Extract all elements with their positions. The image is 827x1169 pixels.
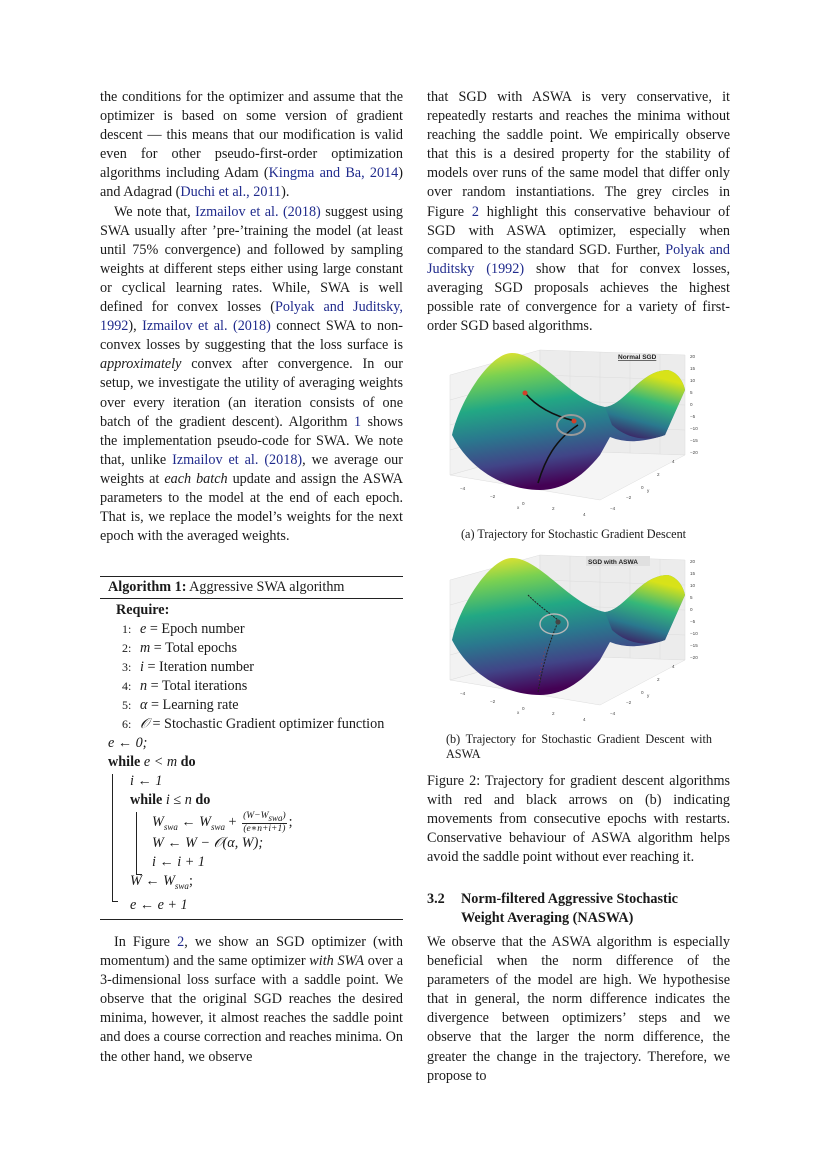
fraction: $\frac{(W-W_{swa})}{(e∗n+i+1)}$ [243,811,286,835]
section-paragraph: We observe that the ASWA algorithm is especially beneficial when the norm difference of the parameters of the model are high. We hypothesise that in general, the norm difference indicates the divergence between optimizers’ steps and we observe that the larger the norm difference, the greater the change in the trajectory. Therefore, we propose to [427,934,730,1084]
figure-2a-plot [440,345,720,520]
section-title-line1: Norm-filtered Aggressive Stochastic [461,891,678,907]
algorithm-inner-block [100,810,403,872]
paragraph-figure-discussion: In Figure 2, we show an SGD optimizer (with momentum) and the same optimizer with SWA over a 3-dimensional loss surface with a saddle point. We observe that the original SGD reaches the desired minima, however, it almost reaches the saddle point and does a course correction and reaches minima. On the other hand, we observe [100,934,403,1065]
svg-text:−20: −20 [690,655,698,660]
svg-text:x: x [517,710,520,715]
svg-text:−5: −5 [690,414,696,419]
citation-link[interactable]: Izmailov et al. (2018) [142,318,271,335]
svg-text:−2: −2 [490,699,496,704]
svg-text:2: 2 [657,677,660,682]
start-marker [523,391,528,396]
svg-text:2: 2 [552,711,555,716]
algorithm-i-init: i ← 1 [130,773,163,789]
algorithm-assign-swa: W ← $W_{swa}$; [130,873,193,891]
left-column-bottom [100,933,403,1067]
svg-text:−20: −20 [690,450,698,455]
svg-text:y: y [647,693,650,698]
algorithm-ref-link[interactable]: 1 [354,413,362,430]
algorithm-e-increment: e ← e + 1 [130,896,188,913]
svg-text:−10: −10 [690,426,698,431]
section-heading [427,890,730,928]
algorithm-swa-update: $W_{swa}$ ← $W_{swa}$ + $\frac{(W-W_{swa})}{(e∗n+i+1)}$ ; [152,811,293,835]
svg-text:2: 2 [657,472,660,477]
paragraph-aswa-conservative: that SGD with ASWA is very conservative, it repeatedly restarts and reaches the minima without reaching the saddle point. We empirically observe that this is a desired property for the stability of models over runs of the same model that differ only over random instantiations. The grey circles in Figure 2 highlight this conservative behaviour of SGD with ASWA optimizer, especially when compared to the standard SGD. Further, Polyak and Juditsky (1992) show that for convex losses, averaging SGD proposals achieves the highest possible rate of convergence for a variety of first-order SGD based algorithms. [427,89,731,335]
svg-text:0: 0 [690,402,693,407]
algorithm-outer-while: while e < m do [108,754,196,770]
algorithm-step: 3: i = Iteration number [122,659,254,675]
algorithm-i-increment: i ← i + 1 [152,854,205,870]
svg-text:−2: −2 [490,494,496,499]
algorithm-step: 5: α = Learning rate [122,697,239,713]
algorithm-inner-while: while i ≤ n do [130,792,211,808]
algorithm-1-box [100,576,403,920]
svg-text:5: 5 [690,390,693,395]
block-bracket [136,812,142,875]
svg-text:10: 10 [690,378,696,383]
algorithm-step: 1: e = Epoch number [122,621,245,637]
subfigure-b-caption: (b) Trajectory for Stochastic Gradient Descent with ASWA [446,732,712,761]
algorithm-mid-rule [100,598,403,599]
figure-ref-link[interactable]: 2 [177,934,185,950]
svg-text:0: 0 [522,501,525,506]
svg-text:−15: −15 [690,438,698,443]
svg-text:20: 20 [690,354,696,359]
svg-text:−2: −2 [626,700,632,705]
algorithm-step: 6: 𝒪 = Stochastic Gradient optimizer function [122,716,385,732]
citation-link[interactable]: Izmailov et al. (2018) [172,451,303,468]
svg-text:0: 0 [641,690,644,695]
subfigure-a-caption: (a) Trajectory for Stochastic Gradient Descent [461,527,687,541]
algorithm-title: Algorithm 1: Aggressive SWA algorithm [108,579,345,595]
paragraph-optimizer-conditions: the conditions for the optimizer and assume that the optimizer is based on some version of gradient descent — this means that our modification is valid even for other pseudo-first-order optimization algorithms including Adam (Kingma and Ba, 2014) and Adagrad (Duchi et al., 2011). [100,89,403,201]
right-column [427,88,730,336]
paragraph-swa-discussion: We note that, Izmailov et al. (2018) suggest using SWA usually after ’pre-’training the model (at least until 75% convergence) and followed by sampling weights at different steps either using large constant or cyclical learning rates. While, SWA is well defined for convex losses (Polyak and Juditsky, 1992), Izmailov et al. (2018) connect SWA to non-convex losses by suggesting that the loss surface is approximately convex after convergence. In our setup, we investigate the utility of averaging weights over every iteration (an iteration consists of one batch of the gradient descent). Algorithm 1 shows the implementation pseudo-code for SWA. We note that, unlike Izmailov et al. (2018), we average our weights at each batch update and assign the ASWA parameters to the model at the end of each epoch. That is, we replace the model’s weights for the next epoch with the averaged weights. [100,203,404,545]
svg-text:0: 0 [690,607,693,612]
svg-text:−10: −10 [690,631,698,636]
svg-text:10: 10 [690,583,696,588]
section-number: 3.2 [427,891,445,907]
algorithm-init: e ← 0; [108,735,148,751]
svg-text:−2: −2 [626,495,632,500]
plot-title: Normal SGD [618,354,657,361]
citation-link[interactable]: Kingma and Ba, 2014 [268,165,399,182]
figure-2b-plot [440,550,720,730]
svg-text:15: 15 [690,366,696,371]
left-column [100,88,403,546]
citation-link[interactable]: Polyak and Juditsky (1992) [427,241,730,277]
svg-text:−4: −4 [610,711,616,716]
figure-ref-link[interactable]: 2 [471,203,479,220]
svg-text:y: y [647,488,650,493]
svg-text:4: 4 [583,512,586,517]
algorithm-bottom-rule [100,919,403,920]
svg-text:−4: −4 [460,691,466,696]
svg-text:−5: −5 [690,619,696,624]
plot-title: SGD with ASWA [588,559,638,566]
svg-text:−4: −4 [460,486,466,491]
svg-text:−4: −4 [610,506,616,511]
algorithm-require: Require: [116,602,170,618]
svg-text:4: 4 [672,664,675,669]
svg-text:0: 0 [522,706,525,711]
algorithm-step: 2: m = Total epochs [122,640,237,656]
algorithm-step: 4: n = Total iterations [122,678,248,694]
algorithm-outer-block [100,772,403,915]
citation-link[interactable]: Duchi et al., 2011 [180,184,282,201]
algorithm-weight-update: W ← W − 𝒪(α, W); [152,835,264,851]
svg-text:15: 15 [690,571,696,576]
svg-text:0: 0 [641,485,644,490]
svg-text:20: 20 [690,559,696,564]
svg-text:4: 4 [672,459,675,464]
svg-text:2: 2 [552,506,555,511]
svg-text:x: x [517,505,520,510]
citation-link[interactable]: Izmailov et al. (2018) [195,203,321,220]
section-title-line2: Weight Averaging (NASWA) [461,910,634,926]
citation-link[interactable]: Polyak and Juditsky, 1992 [100,299,403,335]
svg-text:−15: −15 [690,643,698,648]
figure-2-caption: Figure 2: Trajectory for gradient descent algorithms with red and black arrows on (b) indicating movements from consecutive epochs with restarts. Conservative behaviour of ASWA algorithm helps avoid the saddle point without ever reaching it. [427,773,730,866]
svg-text:4: 4 [583,717,586,722]
svg-text:5: 5 [690,595,693,600]
